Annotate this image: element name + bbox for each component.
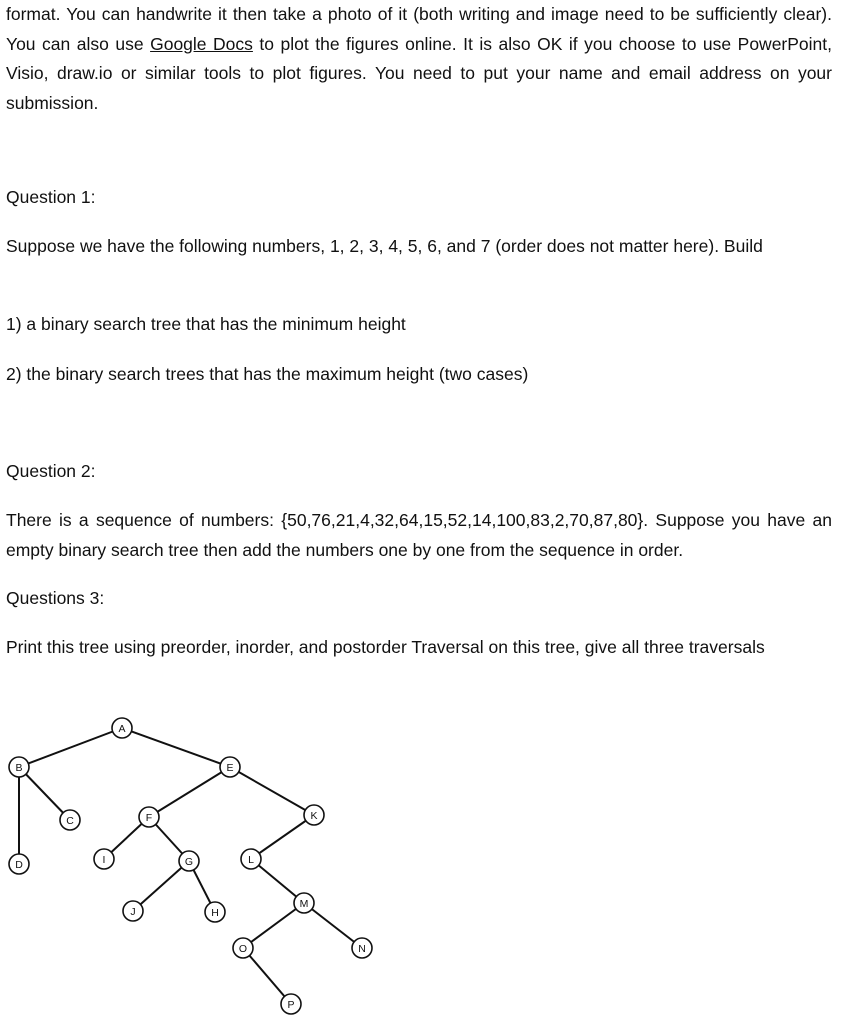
tree-node-b	[9, 757, 29, 777]
edge-o-p	[243, 948, 291, 1004]
question-3-text: Print this tree using preorder, inorder, and postorder Traversal on this tree, give all three traversals	[6, 637, 765, 657]
tree-node-label: D	[15, 858, 23, 871]
question-3-heading: Questions 3:	[6, 588, 105, 608]
tree-node-label: N	[358, 942, 366, 955]
intro-paragraph	[6, 0, 832, 118]
tree-node-label: M	[299, 897, 309, 910]
edge-g-j	[133, 861, 189, 911]
tree-node-label: A	[118, 722, 126, 735]
tree-node-j	[123, 901, 143, 921]
question-1-item-2: 2) the binary search trees that has the maximum height (two cases)	[6, 364, 529, 384]
tree-node-o	[233, 938, 253, 958]
tree-node-h	[205, 902, 225, 922]
tree-node-label: P	[287, 998, 295, 1011]
tree-node-i	[94, 849, 114, 869]
edge-k-l	[251, 815, 314, 859]
question-2-heading: Question 2:	[6, 461, 96, 481]
tree-node-label: H	[211, 906, 219, 919]
edge-m-o	[243, 903, 304, 948]
edge-m-n	[304, 903, 362, 948]
tree-node-l	[241, 849, 261, 869]
tree-node-d	[9, 854, 29, 874]
edge-a-b	[19, 728, 122, 767]
tree-node-k	[304, 805, 324, 825]
question-1-text: Suppose we have the following numbers, 1, 2, 3, 4, 5, 6, and 7 (order does not matter here). Build	[6, 236, 763, 256]
intro-text-part2: to plot the figures online. It is also OK if you choose to use PowerPoint, Visio, draw.io or similar tools to plot figures. You need to put your name and email address on your submission.	[6, 33, 832, 113]
tree-node-label: I	[102, 853, 106, 866]
tree-node-p	[281, 994, 301, 1014]
tree-node-label: L	[248, 853, 254, 866]
binary-tree-diagram	[0, 700, 863, 1024]
tree-node-label: J	[130, 905, 136, 918]
tree-node-label: G	[184, 855, 194, 868]
tree-node-n	[352, 938, 372, 958]
tree-node-g	[179, 851, 199, 871]
edge-b-c	[19, 767, 70, 820]
tree-node-label: F	[145, 811, 153, 824]
tree-node-label: C	[66, 814, 74, 827]
tree-node-f	[139, 807, 159, 827]
tree-node-c	[60, 810, 80, 830]
tree-node-label: O	[238, 942, 248, 955]
tree-node-label: B	[15, 761, 23, 774]
edge-e-f	[149, 767, 230, 817]
edge-a-e	[122, 728, 230, 767]
intro-text-part1: format. You can handwrite it then take a photo of it (both writing and image need to be sufficiently clear). You can also use	[6, 4, 832, 54]
google-docs-link[interactable]: Google Docs	[150, 33, 253, 54]
tree-node-label: E	[226, 761, 234, 774]
tree-node-a	[112, 718, 132, 738]
question-1-item-1: 1) a binary search tree that has the minimum height	[6, 314, 406, 334]
edge-e-k	[230, 767, 314, 815]
tree-node-m	[294, 893, 314, 913]
tree-node-label: K	[310, 809, 318, 822]
question-2-text: There is a sequence of numbers: {50,76,21,4,32,64,15,52,14,100,83,2,70,87,80}. Suppose you have an empty binary search tree then add the numbers one by one from the sequence in order.	[6, 510, 832, 560]
question-1-heading: Question 1:	[6, 187, 96, 207]
tree-node-e	[220, 757, 240, 777]
